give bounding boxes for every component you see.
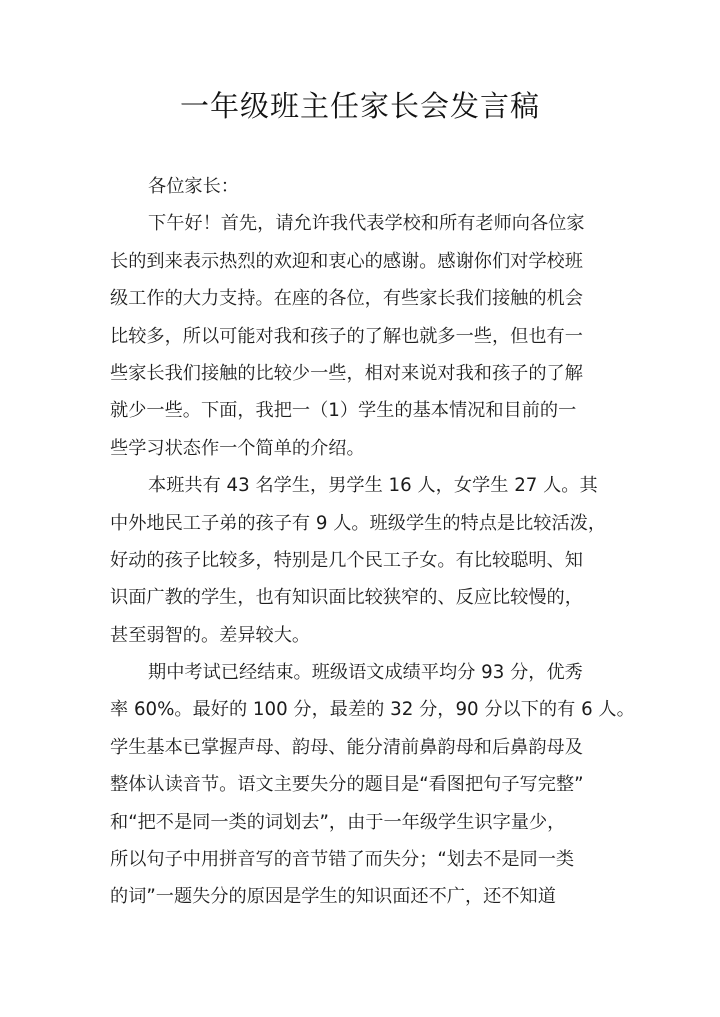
body-line: 下午好！首先，请允许我代表学校和所有老师向各位家 [148, 213, 585, 235]
body-line: 识面广教的学生，也有知识面比较狭窄的、反应比较慢的， [110, 587, 583, 609]
body-line: 级工作的大力支持。在座的各位，有些家长我们接触的机会 [110, 288, 583, 310]
body-line: 甚至弱智的。差异较大。 [110, 624, 311, 646]
body-line: 整体认读音节。语文主要失分的题目是“看图把句子写完整” [110, 774, 584, 796]
body-line: 比较多，所以可能对我和孩子的了解也就多一些，但也有一 [110, 325, 583, 347]
body-line: 些家长我们接触的比较少一些，相对来说对我和孩子的了解 [110, 362, 583, 384]
body-line: 本班共有 43 名学生，男学生 16 人，女学生 27 人。其 [148, 475, 598, 497]
document-body [110, 168, 635, 916]
body-line: 长的到来表示热烈的欢迎和衷心的感谢。感谢你们对学校班 [110, 250, 583, 272]
body-line: 率 60%。最好的 100 分，最差的 32 分，90 分以下的有 6 人。 [110, 699, 635, 721]
salutation-line: 各位家长： [148, 176, 239, 197]
body-line: 所以句子中用拼音写的音节错了而失分；“划去不是同一类 [110, 849, 575, 871]
body-line: 的词”一题失分的原因是学生的知识面还不广，还不知道 [110, 886, 556, 908]
body-line: 些学习状态作一个简单的介绍。 [110, 437, 365, 459]
body-line: 期中考试已经结束。班级语文成绩平均分 93 分，优秀 [148, 662, 583, 684]
body-line: 学生基本已掌握声母、韵母、能分清前鼻韵母和后鼻韵母及 [110, 736, 583, 758]
body-line: 好动的孩子比较多，特别是几个民工子女。有比较聪明、知 [110, 549, 583, 571]
body-line: 就少一些。下面，我把一（1）学生的基本情况和目前的一 [110, 400, 577, 422]
body-line: 中外地民工子弟的孩子有 9 人。班级学生的特点是比较活泼， [110, 512, 607, 534]
body-line: 和“把不是同一类的词划去”，由于一年级学生识字量少， [110, 811, 566, 833]
document-title: 一年级班主任家长会发言稿 [179, 89, 540, 123]
